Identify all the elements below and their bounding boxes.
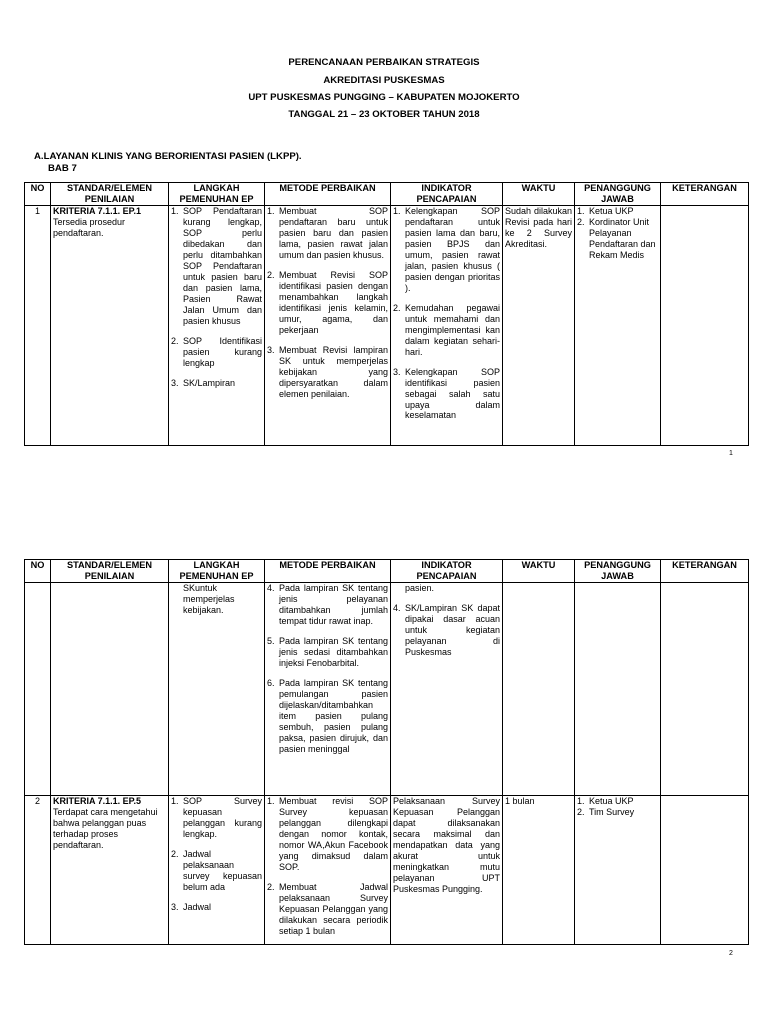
page-number-2: 2: [729, 950, 733, 957]
langkah-cell: [169, 796, 265, 945]
table-header-row: [25, 560, 749, 583]
bab-label: BAB 7: [48, 163, 77, 174]
list-item: 1. SOP Survey kepuasan pelanggan kurang lengkap.: [171, 796, 262, 839]
list-item: 1. Ketua UKP: [577, 796, 634, 806]
page-number-1: 1: [729, 450, 733, 457]
list-item: 2. Kemudahan pegawai untuk memahami dan mengimplementasi kan dalam kegiatan sehari-hari.: [393, 302, 500, 357]
indikator-cell: [391, 206, 503, 446]
list-item: 2. Membuat Revisi SOP identifikasi pasien dengan menambahkan langkah identifikasi jenis kelamin, umur, agama, dan pekerjaan: [267, 269, 388, 335]
header-keterangan: KETERANGAN: [661, 183, 749, 206]
list-item: 2. Tim Survey: [577, 806, 635, 817]
standar-cell: [51, 796, 169, 945]
penanggung-jawab-cell: [575, 583, 661, 796]
list-item: 6. Pada lampiran SK tentang pemulangan pasien dijelaskan/ditambahkan item pasien pulang sembuh, pasien pulang paksa, pasien dirujuk, dan pasien meninggal: [267, 677, 388, 754]
header-penanggung-jawab: PENANGGUNG JAWAB: [575, 183, 661, 206]
row-no: 2: [25, 796, 51, 945]
table-page-2: [24, 559, 749, 945]
list-item: 2. Membuat Jadwal pelaksanaan Survey Kepuasan Pelanggan yang dilakukan secara periodik setiap 1 bulan: [267, 881, 388, 936]
header-waktu: WAKTU: [503, 183, 575, 206]
langkah-cell: [169, 206, 265, 446]
list-item: 5. Pada lampiran SK tentang jenis sedasi ditambahkan injeksi Fenobarbital.: [267, 635, 388, 668]
standar-text: Tersedia prosedur pendaftaran.: [53, 216, 126, 238]
waktu-cell: Sudah dilakukan Revisi pada hari ke 2 Survey Akreditasi.: [503, 206, 575, 446]
header-keterangan: KETERANGAN: [661, 560, 749, 583]
list-item: 2. SOP Identifikasi pasien kurang lengkap: [171, 335, 262, 368]
doc-title-line-4: TANGGAL 21 – 23 OKTOBER TAHUN 2018: [288, 109, 480, 120]
kriteria-label: KRITERIA 7.1.1. EP.5: [53, 796, 142, 806]
header-no: NO: [25, 183, 51, 206]
row-no: 1: [25, 206, 51, 446]
list-item: 1. Ketua UKP: [577, 206, 634, 216]
keterangan-cell: [661, 583, 749, 796]
table-page-1: [24, 182, 749, 446]
langkah-cell: [169, 583, 265, 796]
table-header-row: [25, 183, 749, 206]
waktu-cell: 1 bulan: [503, 796, 575, 945]
list-item: 4. SK/Lampiran SK dapat dipakai dasar acuan untuk kegiatan pelayanan di Puskesmas: [393, 602, 500, 657]
metode-cell: [265, 796, 391, 945]
list-item: 1. Kelengkapan SOP pendaftaran untuk pasien lama dan baru, pasien BPJS dan umum, pasien rawat jalan, pasien khusus ( pasien dengan prioritas ).: [393, 206, 500, 293]
keterangan-cell: [661, 796, 749, 945]
header-waktu: WAKTU: [503, 560, 575, 583]
header-indikator: INDIKATOR PENCAPAIAN: [391, 560, 503, 583]
row-no: [25, 583, 51, 796]
header-standar: STANDAR/ELEMEN PENILAIAN: [51, 183, 169, 206]
list-item: 1. SOP Pendaftaran kurang lengkap, SOP perlu dibedakan dan perlu ditambahkan SOP Pendaftaran untuk pasien baru dan pasien lama, Pasien Rawat Jalan Umum dan pasien khusus: [171, 206, 262, 326]
standar-cell: [51, 583, 169, 796]
table-row: [25, 206, 749, 446]
header-indikator: INDIKATOR PENCAPAIAN: [391, 183, 503, 206]
header-langkah: LANGKAH PEMENUHAN EP: [169, 560, 265, 583]
doc-title-line-1: PERENCANAAN PERBAIKAN STRATEGIS: [288, 57, 480, 68]
doc-title-line-2: AKREDITASI PUSKESMAS: [323, 75, 445, 86]
section-heading: A.LAYANAN KLINIS YANG BERORIENTASI PASIEN (LKPP).: [34, 151, 302, 162]
list-item: 2. Kordinator Unit Pelayanan Pendaftaran dan Rekam Medis: [577, 216, 656, 260]
standar-cell: [51, 206, 169, 446]
list-item: 4. Pada lampiran SK tentang jenis pelayanan ditambahkan jumlah tempat tidur rawat inap.: [267, 583, 388, 626]
indikator-cell: Pelaksanaan Survey Kepuasan Pelanggan dapat dilaksanakan secara maksimal dan mendapatkan data yang akurat untuk meningkatkan mutu pelayanan UPT Puskesmas Pungging.: [391, 796, 503, 945]
list-item: 3. SK/Lampiran: [171, 377, 236, 388]
penanggung-jawab-cell: [575, 796, 661, 945]
langkah-continued-text: SKuntuk memperjelas kebijakan.: [183, 583, 235, 615]
standar-text: Terdapat cara mengetahui bahwa pelanggan puas terhadap proses pendaftaran.: [53, 806, 158, 850]
list-item: 2. Jadwal pelaksanaan survey kepuasan belum ada: [171, 848, 262, 892]
header-standar: STANDAR/ELEMEN PENILAIAN: [51, 560, 169, 583]
indikator-continued-text: pasien.: [405, 583, 435, 593]
header-no: NO: [25, 560, 51, 583]
header-penanggung-jawab: PENANGGUNG JAWAB: [575, 560, 661, 583]
keterangan-cell: [661, 206, 749, 446]
table-row: [25, 796, 749, 945]
doc-title-line-3: UPT PUSKESMAS PUNGGING – KABUPATEN MOJOKERTO: [248, 92, 520, 103]
list-item: 1. Membuat revisi SOP Survey kepuasan pelanggan dilengkapi dengan nomor kontak, nomor WA,Akun Facebook yang dimaksud dalam SOP.: [267, 796, 388, 872]
kriteria-label: KRITERIA 7.1.1. EP.1: [53, 206, 142, 216]
penanggung-jawab-cell: [575, 206, 661, 446]
list-item: 3. Kelengkapan SOP identifikasi pasien sebagai salah satu upaya dalam keselamatan: [393, 366, 500, 421]
list-item: 3. Jadwal: [171, 901, 212, 912]
header-metode: METODE PERBAIKAN: [265, 183, 391, 206]
list-item: 3. Membuat Revisi lampiran SK untuk memperjelas kebijakan yang dipersyaratkan dalam elemen penilaian.: [267, 344, 388, 399]
header-langkah: LANGKAH PEMENUHAN EP: [169, 183, 265, 206]
waktu-cell: [503, 583, 575, 796]
table-row: [25, 583, 749, 796]
indikator-cell: [391, 583, 503, 796]
list-item: 1. Membuat SOP pendaftaran baru untuk pasien baru dan pasien lama, pasien rawat jalan umum dan pasien khusus.: [267, 206, 388, 260]
metode-cell: [265, 583, 391, 796]
header-metode: METODE PERBAIKAN: [265, 560, 391, 583]
metode-cell: [265, 206, 391, 446]
